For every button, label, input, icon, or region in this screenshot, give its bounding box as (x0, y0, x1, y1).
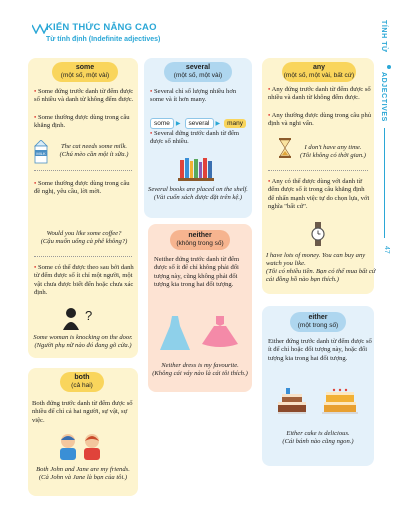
hourglass-icon (278, 138, 292, 158)
page-title: KIẾN THỨC NÂNG CAO (46, 22, 157, 33)
either-rule: Either đứng trước danh từ đếm được số ít để chỉ hoặc đối tượng này, hoặc đối tượng kia trong hai đối tượng. (268, 338, 372, 362)
woman-question-icon (60, 306, 94, 330)
neither-pill: neither (không trong số) (170, 230, 230, 250)
any-example-1: I don't have any time. (Tôi không có thời gian.) (300, 144, 366, 159)
several-rule-1: • Several chỉ số lượng nhiều hơn some và ít hơn many. (150, 88, 237, 104)
side-dot-icon (387, 60, 391, 78)
milk-carton-icon (32, 140, 50, 164)
either-pill: either (một trong số) (290, 312, 346, 332)
several-rule-2: • Several đứng trước danh từ đếm được số nhiều. (150, 130, 240, 146)
both-example: Both John and Jane are my friends. (Cả John và Jane là bạn của tôi.) (36, 466, 130, 481)
page-subtitle: Từ tính định (Indefinite adjectives) (46, 36, 161, 43)
any-rule-1: • Any đứng trước danh từ đếm được số nhiều và danh từ không đếm được. (268, 86, 371, 102)
milk-label: MILK (36, 150, 46, 156)
divider (268, 170, 368, 171)
any-rule-2: • Any thường được dùng trong câu phủ định và nghi vấn. (268, 112, 372, 128)
several-pill: several (một số, một vài) (164, 62, 232, 82)
any-example-2: I have lots of money. You can buy any watch you like. (Tôi có nhiều tiền. Bạn có thể mua bất cứ cái đồng hồ nào bạn thích.) (266, 252, 376, 283)
chip-several: several (185, 118, 214, 129)
some-rule-3: • Some thường được dùng trong câu đề nghị, yêu cầu, lời mời. (34, 180, 130, 196)
some-rule-4: • Some có thể được theo sau bởi danh từ đếm được số ít chỉ một người, một vật chưa được biết đến hoặc chưa xác định. (34, 264, 134, 297)
several-example: Several books are placed on the shelf. (Vài cuốn sách được đặt trên kệ.) (148, 186, 248, 201)
bookshelf-icon (178, 156, 214, 182)
side-label: TÍNH TỪ (380, 20, 387, 53)
side-strip (374, 0, 406, 512)
quantity-scale: some ▶ several ▶ many (150, 112, 248, 130)
chip-many: many (224, 119, 246, 128)
some-rule-1: • Some đứng trước danh từ đếm được số nhiều và danh từ không đếm được. (34, 88, 134, 104)
divider (34, 170, 132, 171)
divider (34, 256, 132, 257)
two-children-icon (54, 432, 106, 460)
some-rule-2: • Some thường được dùng trong câu khẳng định. (34, 114, 130, 130)
page-number: 47 (383, 246, 390, 254)
svg-text:?: ? (85, 308, 93, 323)
watch-icon (310, 222, 326, 246)
side-label-2: ADJECTIVES (380, 72, 387, 122)
any-pill: any (một số, một vài, bất cứ) (282, 62, 356, 82)
some-pill: some (một số, một vài) (52, 62, 118, 82)
some-example-1: The cat needs some milk. (Chú mèo cần một ít sữa.) (59, 143, 129, 158)
neither-example: Neither dress is my favourite. (Không cái váy nào là cái tôi thích.) (152, 362, 248, 377)
two-dresses-icon (158, 314, 242, 352)
either-example: Either cake is delicious. (Cái bánh nào cũng ngon.) (282, 430, 354, 445)
both-pill: both (cả hai) (60, 372, 104, 392)
neither-rule: Neither đứng trước danh từ đếm được số ít để chỉ không phải đối tượng này, cũng không phải đối tượng kia trong hai đối tượng. (154, 256, 240, 289)
both-rule: Both đứng trước danh từ đếm được số nhiều để chỉ cả hai người, sự vật, sự việc. (32, 400, 133, 424)
chip-some: some (150, 118, 174, 129)
some-example-3: Some woman is knocking on the door. (Người phụ nữ nào đó đang gõ cửa.) (33, 334, 133, 349)
side-divider (384, 128, 385, 238)
two-cakes-icon (278, 384, 362, 416)
any-rule-3: • Any có thể được dùng với danh từ đếm được số ít trong câu khẳng định để nhấn mạnh việc tự do chọn lựa, với nghĩa "bất cứ". (268, 178, 370, 211)
some-example-2: Would you like some coffee? (Cậu muốn uống cà phê không?) (40, 230, 128, 245)
